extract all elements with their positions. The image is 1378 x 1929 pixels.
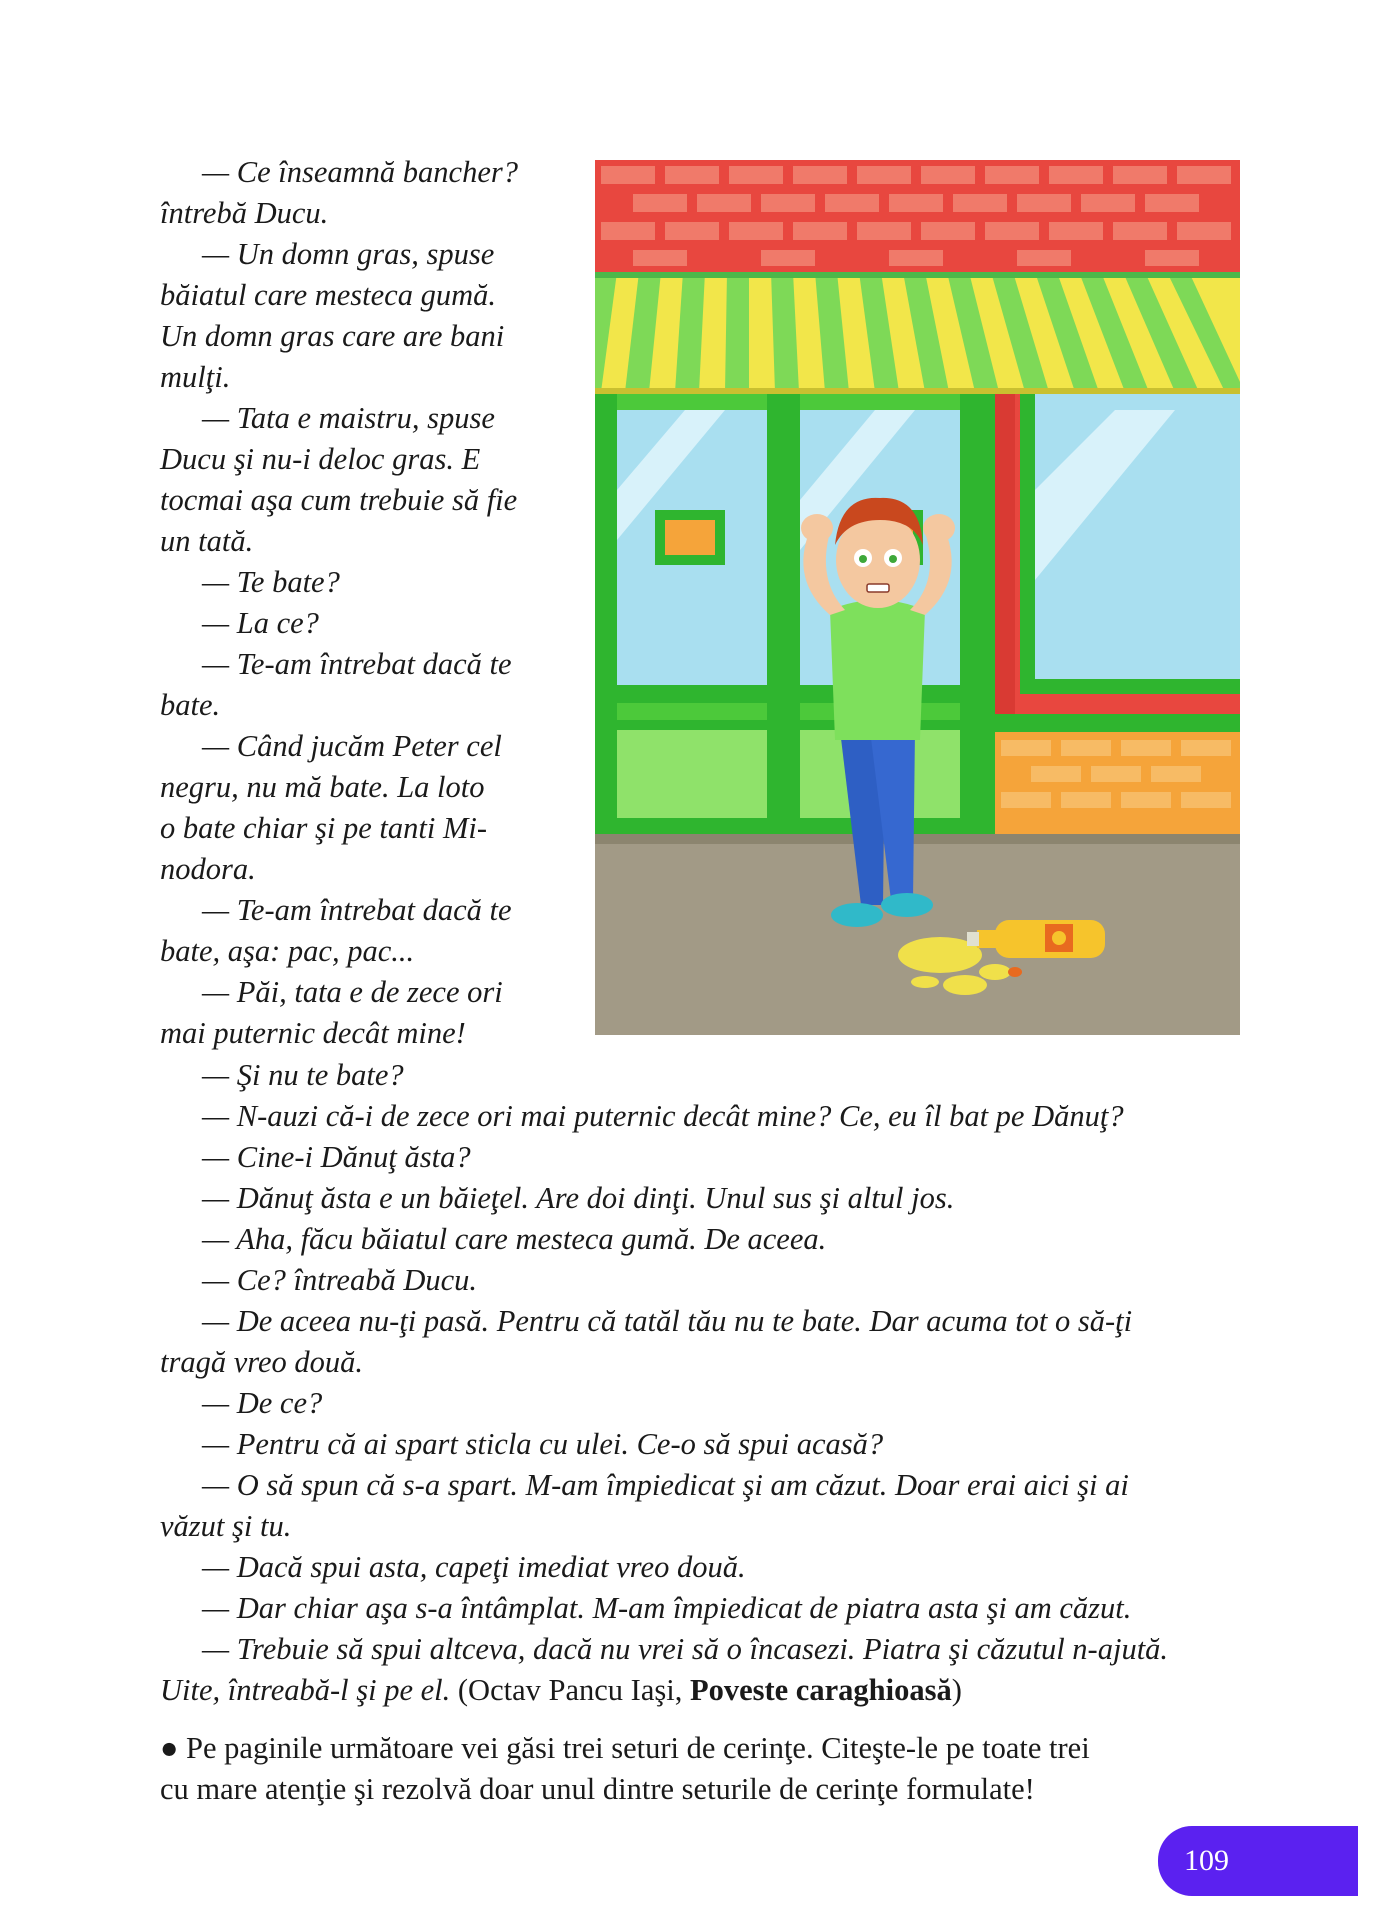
task-line: ● Pe paginile următoare vei găsi trei seturi de cerinţe. Citeşte-le pe toate trei xyxy=(160,1731,1090,1765)
text-line: — Ce? întreabă Ducu. xyxy=(202,1263,478,1297)
text-line: — Un domn gras, spuse xyxy=(202,237,495,271)
page-number-badge xyxy=(1158,1826,1358,1896)
credit-prefix: (Octav Pancu Iaşi, xyxy=(450,1673,690,1707)
text-line: — Şi nu te bate? xyxy=(202,1058,404,1092)
text-line: bate, aşa: pac, pac... xyxy=(160,934,415,968)
text-line: nodora. xyxy=(160,852,256,886)
text-line: — Dacă spui asta, capeţi imediat vreo două. xyxy=(202,1550,746,1584)
text-line: întrebă Ducu. xyxy=(160,196,329,230)
text-line: — Dar chiar aşa s-a întâmplat. M-am împiedicat de piatra asta şi am căzut. xyxy=(202,1591,1132,1625)
story-column-narrow xyxy=(160,152,556,1054)
text-line: o bate chiar şi pe tanti Mi- xyxy=(160,811,487,845)
text-line: — Trebuie să spui altceva, dacă nu vrei să o încasezi. Piatra şi căzutul n-ajută. xyxy=(202,1632,1169,1666)
text-line: — Te-am întrebat dacă te xyxy=(202,647,512,681)
text-line: — N-auzi că-i de zece ori mai puternic decât mine? Ce, eu îl bat pe Dănuţ? xyxy=(202,1099,1124,1133)
source-credit xyxy=(450,1673,962,1707)
task-line: cu mare atenţie şi rezolvă doar unul dintre seturile de cerinţe formulate! xyxy=(160,1772,1035,1806)
text-line-last: Uite, întreabă-l şi pe el. xyxy=(160,1673,451,1707)
text-line: — Te-am întrebat dacă te xyxy=(202,893,512,927)
text-line: bate. xyxy=(160,688,221,722)
text-line: — Păi, tata e de zece ori xyxy=(202,975,503,1009)
text-line: mulţi. xyxy=(160,360,231,394)
text-line: — De aceea nu-ţi pasă. Pentru că tatăl tău nu te bate. Dar acuma tot o să-ţi xyxy=(202,1304,1133,1338)
page-number: 109 xyxy=(1184,1844,1229,1877)
text-line: băiatul care mesteca gumă. xyxy=(160,278,496,312)
story-column-wide xyxy=(160,1055,1240,1711)
text-line: — Când jucăm Peter cel xyxy=(202,729,502,763)
text-line-with-credit xyxy=(160,1670,1240,1711)
text-line: un tată. xyxy=(160,524,254,558)
text-line: Un domn gras care are bani xyxy=(160,319,505,353)
text-line: — La ce? xyxy=(202,606,319,640)
text-line: — Aha, făcu băiatul care mesteca gumă. De aceea. xyxy=(202,1222,827,1256)
story-illustration xyxy=(595,160,1240,1035)
text-line: văzut şi tu. xyxy=(160,1509,292,1543)
text-line: — Te bate? xyxy=(202,565,340,599)
text-line: tocmai aşa cum trebuie să fie xyxy=(160,483,518,517)
text-line: tragă vreo două. xyxy=(160,1345,364,1379)
story-title: Poveste caraghioasă xyxy=(689,1673,952,1707)
text-line: — O să spun că s-a spart. M-am împiedicat şi am căzut. Doar erai aici şi ai xyxy=(202,1468,1129,1502)
text-line: — Dănuţ ăsta e un băieţel. Are doi dinţi. Unul sus şi altul jos. xyxy=(202,1181,955,1215)
text-line: — Ce înseamnă bancher? xyxy=(202,155,518,189)
text-line: — De ce? xyxy=(202,1386,323,1420)
task-instruction xyxy=(160,1728,1240,1810)
text-line: Ducu şi nu-i deloc gras. E xyxy=(160,442,481,476)
text-line: — Cine-i Dănuţ ăsta? xyxy=(202,1140,471,1174)
text-line: negru, nu mă bate. La loto xyxy=(160,770,485,804)
text-line: mai puternic decât mine! xyxy=(160,1016,466,1050)
text-line: — Tata e maistru, spuse xyxy=(202,401,495,435)
text-line: — Pentru că ai spart sticla cu ulei. Ce-o să spui acasă? xyxy=(202,1427,884,1461)
credit-suffix: ) xyxy=(951,1673,962,1707)
